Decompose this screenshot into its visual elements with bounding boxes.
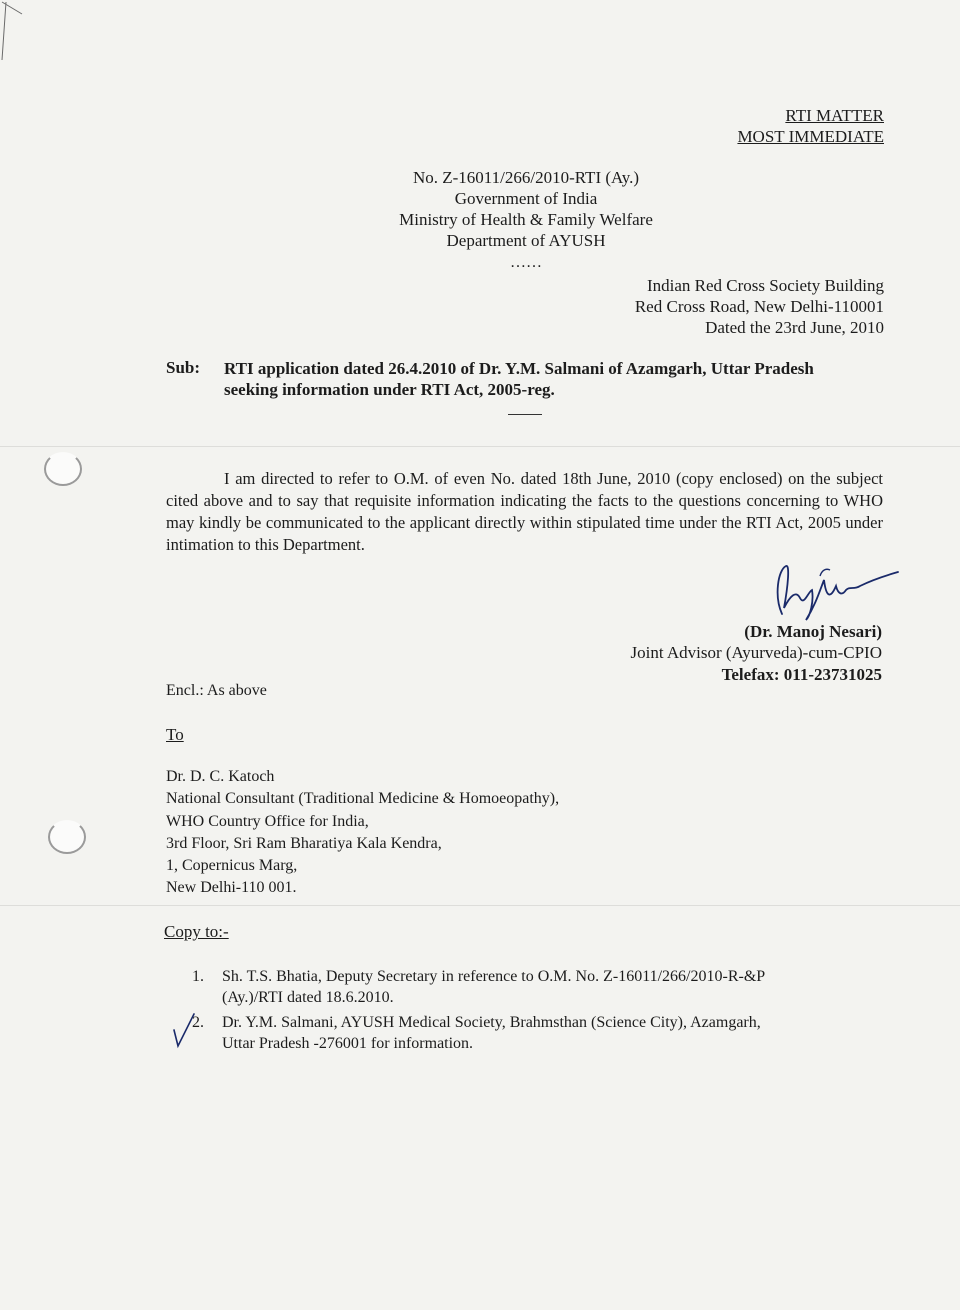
fold-line	[0, 446, 960, 447]
address-line-2: Red Cross Road, New Delhi-110001	[634, 297, 884, 316]
copy-item-line: Uttar Pradesh -276001 for information.	[222, 1035, 474, 1052]
copy-item-line: (Ay.)/RTI dated 18.6.2010.	[222, 989, 394, 1006]
tick-mark-handwritten	[170, 1010, 200, 1050]
copy-to-label: Copy to:-	[164, 922, 229, 941]
punch-hole	[44, 452, 82, 486]
enclosure-line: Encl.: As above	[166, 682, 267, 699]
recipient-line: Dr. D. C. Katoch	[166, 768, 275, 785]
recipient-line: 1, Copernicus Marg,	[166, 857, 298, 874]
most-immediate-flag: MOST IMMEDIATE	[737, 127, 884, 146]
ministry-line: Ministry of Health & Family Welfare	[399, 210, 653, 229]
address-line-1: Indian Red Cross Society Building	[646, 276, 884, 295]
copy-item-number: 2.	[192, 1014, 204, 1031]
signature-handwritten	[760, 556, 910, 626]
body-paragraph: I am directed to refer to O.M. of even No. dated 18th June, 2010 (copy enclosed) on the subject cited above and to say that requisite information indicating the facts to the questions concerning to WHO may kindly be communicated to the applicant directly within stipulated time under the RTI Act, 2005 under intimation to this Department.	[166, 469, 883, 554]
signatory-name: (Dr. Manoj Nesari)	[744, 622, 882, 641]
file-number: No. Z-16011/266/2010-RTI (Ay.)	[412, 168, 640, 187]
government-line: Government of India	[454, 189, 598, 208]
recipient-line: National Consultant (Traditional Medicine & Homoeopathy),	[166, 790, 560, 807]
scan-edge-mark	[0, 0, 40, 70]
subject-line-1: RTI application dated 26.4.2010 of Dr. Y.M. Salmani of Azamgarh, Uttar Pradesh	[224, 359, 814, 378]
subject-rule	[508, 414, 542, 415]
subject-line-2: seeking information under RTI Act, 2005-reg.	[224, 380, 555, 399]
copy-item-number: 1.	[192, 968, 204, 985]
to-label: To	[166, 725, 184, 744]
rti-matter-flag: RTI MATTER	[785, 106, 884, 125]
telefax: Telefax: 011-23731025	[721, 665, 882, 684]
recipient-line: New Delhi-110 001.	[166, 879, 297, 896]
department-line: Department of AYUSH	[446, 231, 606, 250]
date-line: Dated the 23rd June, 2010	[705, 318, 884, 337]
recipient-line: WHO Country Office for India,	[166, 813, 369, 830]
copy-item-line: Sh. T.S. Bhatia, Deputy Secretary in reference to O.M. No. Z-16011/266/2010-R-&P	[222, 968, 766, 985]
recipient-line: 3rd Floor, Sri Ram Bharatiya Kala Kendra,	[166, 835, 442, 852]
fold-line	[0, 905, 960, 906]
punch-hole	[48, 820, 86, 854]
copy-item-line: Dr. Y.M. Salmani, AYUSH Medical Society, Brahmsthan (Science City), Azamgarh,	[222, 1014, 761, 1031]
separator-dots: ……	[510, 254, 542, 271]
subject-label: Sub:	[166, 358, 201, 377]
signatory-designation: Joint Advisor (Ayurveda)-cum-CPIO	[630, 643, 882, 662]
